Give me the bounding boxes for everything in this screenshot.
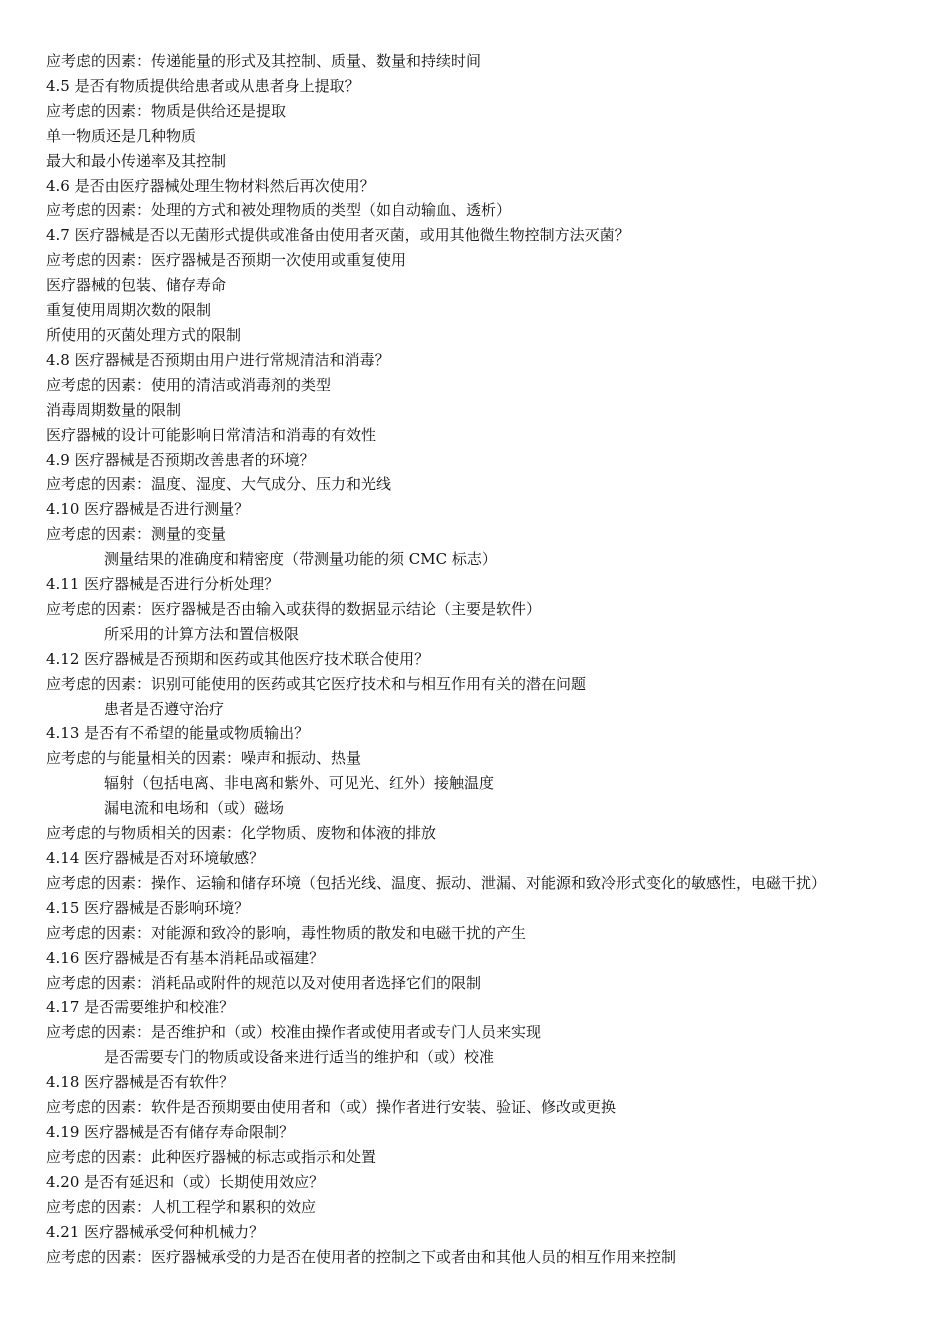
text-line: 应考虑的因素：软件是否预期要由使用者和（或）操作者进行安装、验证、修改或更换	[46, 1098, 617, 1117]
text-line: 应考虑的因素：人机工程学和累积的效应	[46, 1197, 317, 1216]
section-heading: 4.16 医疗器械是否有基本消耗品或福建？	[46, 948, 325, 967]
text-line: 应考虑的因素：物质是供给还是提取	[46, 101, 287, 120]
section-heading: 4.21 医疗器械承受何种机械力？	[46, 1222, 265, 1241]
text-line: 应考虑的与能量相关的因素：噪声和振动、热量	[46, 749, 362, 768]
section-heading: 4.6 是否由医疗器械处理生物材料然后再次使用？	[46, 176, 375, 195]
section-heading: 4.11 医疗器械是否进行分析处理？	[46, 575, 280, 594]
text-line: 应考虑的因素：温度、湿度、大气成分、压力和光线	[46, 475, 392, 494]
section-heading: 4.20 是否有延迟和（或）长期使用效应？	[46, 1172, 325, 1191]
section-heading: 4.10 医疗器械是否进行测量？	[46, 500, 250, 519]
text-line: 应考虑的因素：医疗器械是否由输入或获得的数据显示结论（主要是软件）	[46, 599, 542, 618]
text-line: 是否需要专门的物质或设备来进行适当的维护和（或）校准	[104, 1048, 495, 1067]
section-heading: 4.15 医疗器械是否影响环境？	[46, 898, 250, 917]
section-heading: 4.9 医疗器械是否预期改善患者的环境？	[46, 450, 315, 469]
text-line: 应考虑的因素：消耗品或附件的规范以及对使用者选择它们的限制	[46, 973, 482, 992]
text-line: 应考虑的因素：处理的方式和被处理物质的类型（如自动输血、透析）	[46, 201, 512, 220]
section-heading: 4.19 医疗器械是否有储存寿命限制？	[46, 1122, 295, 1141]
text-line: 单一物质还是几种物质	[46, 126, 197, 145]
section-heading: 4.14 医疗器械是否对环境敏感？	[46, 849, 265, 867]
text-line: 应考虑的因素：传递能量的形式及其控制、质量、数量和持续时间	[46, 52, 482, 70]
text-line: 测量结果的准确度和精密度（带测量功能的须 CMC 标志）	[104, 550, 497, 569]
section-heading: 4.12 医疗器械是否预期和医药或其他医疗技术联合使用？	[46, 649, 430, 668]
text-line: 医疗器械的包装、储存寿命	[46, 276, 227, 295]
text-line: 应考虑的因素：医疗器械承受的力是否在使用者的控制之下或者由和其他人员的相互作用来控制	[46, 1247, 677, 1266]
text-line: 应考虑的因素：使用的清洁或消毒剂的类型	[46, 375, 332, 394]
text-line: 应考虑的因素：识别可能使用的医药或其它医疗技术和与相互作用有关的潜在问题	[46, 674, 587, 693]
section-heading: 4.8 医疗器械是否预期由用户进行常规清洁和消毒？	[46, 350, 390, 369]
text-line: 辐射（包括电离、非电离和紫外、可见光、红外）接触温度	[104, 774, 495, 793]
text-line: 最大和最小传递率及其控制	[46, 151, 227, 170]
section-heading: 4.7 医疗器械是否以无菌形式提供或准备由使用者灭菌，或用其他微生物控制方法灭菌？	[46, 226, 630, 245]
text-line: 消毒周期数量的限制	[46, 400, 182, 419]
text-line: 患者是否遵守治疗	[104, 699, 225, 718]
text-line: 应考虑的因素：对能源和致冷的影响，毒性物质的散发和电磁干扰的产生	[46, 923, 527, 942]
text-line: 医疗器械的设计可能影响日常清洁和消毒的有效性	[46, 425, 377, 444]
section-heading: 4.13 是否有不希望的能量或物质输出？	[46, 724, 310, 743]
section-heading: 4.5 是否有物质提供给患者或从患者身上提取？	[46, 76, 360, 95]
document-body	[46, 49, 910, 1269]
text-line: 应考虑的因素：操作、运输和储存环境（包括光线、温度、振动、泄漏、对能源和致冷形式变化的敏感性，电磁干扰）	[46, 873, 827, 892]
section-heading: 4.17 是否需要维护和校准？	[46, 998, 235, 1017]
text-line: 应考虑的因素：医疗器械是否预期一次使用或重复使用	[46, 251, 407, 270]
text-line: 应考虑的因素：是否维护和（或）校准由操作者或使用者或专门人员来实现	[46, 1023, 542, 1042]
text-line: 重复使用周期次数的限制	[46, 301, 212, 320]
text-line: 应考虑的与物质相关的因素：化学物质、废物和体液的排放	[46, 824, 437, 843]
section-heading: 4.18 医疗器械是否有软件？	[46, 1073, 235, 1092]
text-line: 所采用的计算方法和置信极限	[104, 624, 300, 643]
text-line: 应考虑的因素：测量的变量	[46, 525, 227, 544]
text-line: 所使用的灭菌处理方式的限制	[46, 325, 242, 344]
text-line: 漏电流和电场和（或）磁场	[104, 799, 285, 818]
text-line: 应考虑的因素：此种医疗器械的标志或指示和处置	[46, 1147, 377, 1166]
